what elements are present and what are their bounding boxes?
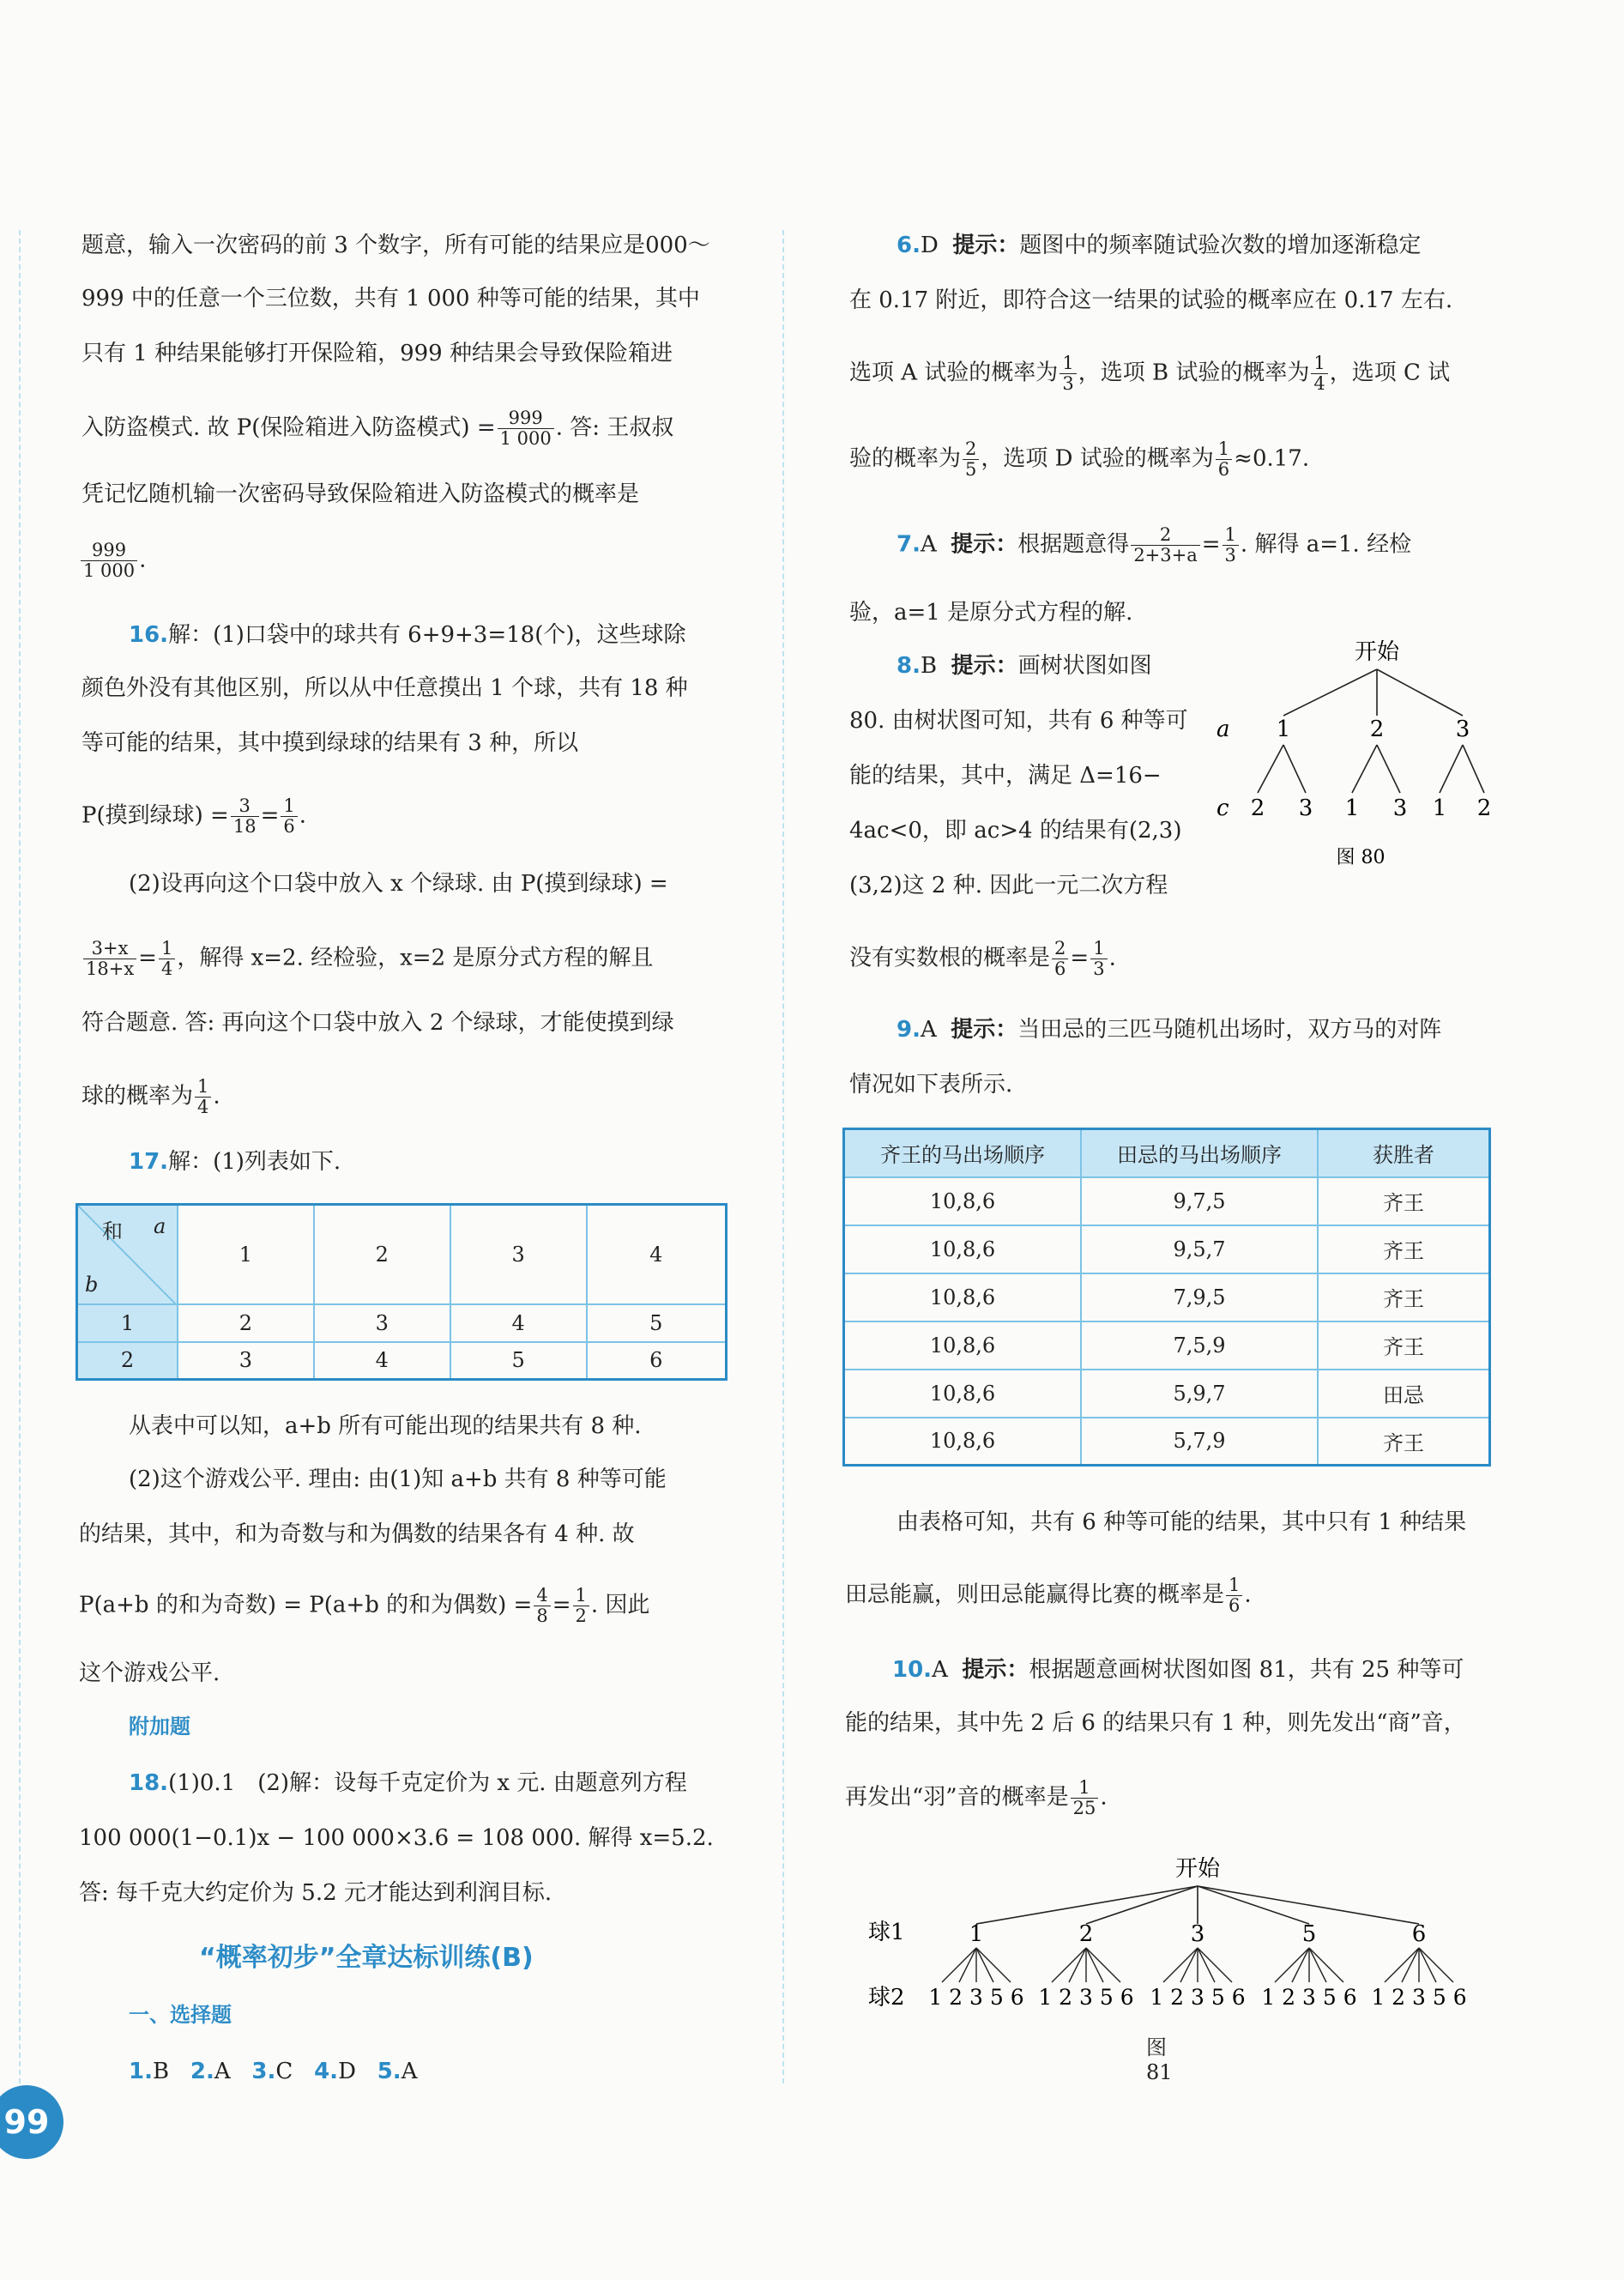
q8-number: 8. [897,653,921,679]
tree80-level2-label: c [1216,795,1229,821]
q18-line-2: 100 000(1−0.1)x − 100 000×3.6 = 108 000. 解得 x=5.2. [79,1825,714,1851]
q6-line-4-a: 验的概率为 [849,445,962,472]
tree80-edge [1377,745,1400,793]
q6-line-4-c: ≈0.17. [1234,445,1310,472]
q8-line-5: (3,2)这 2 种. 因此一元二次方程 [849,873,1168,898]
frac-den: 2+3+a [1133,545,1198,565]
q16-part2-line-2 [82,939,653,979]
answer-choice: D [338,2059,356,2084]
fraction-1-25 [1071,1778,1099,1818]
table-cell: 2 [178,1304,314,1342]
equals: = [138,945,157,971]
q8-line-1-text: 画树状图如图 [1017,653,1152,679]
left-margin-rule [19,230,21,2083]
period: . [1108,945,1116,971]
tree80-leaf: 1 [1432,795,1447,821]
table-cell: 4 [314,1342,450,1380]
answer-choice: A [401,2059,418,2084]
fraction-4-8 [534,1586,550,1626]
choice-answers [129,2056,417,2087]
q6-number: 6. [897,233,921,258]
tree81-edge [1385,1948,1419,1982]
corner-a: a [154,1214,166,1238]
q9-answer: A [920,1017,937,1043]
table-cell: 10,8,6 [844,1225,1082,1273]
tree80-edge [1283,745,1306,793]
tree81-edge [1198,1948,1215,1982]
period: . [299,802,307,829]
answer-choice: C [275,2059,293,2084]
tree81-node: 1 [969,1921,984,1947]
tree80-node: 3 [1455,717,1470,742]
frac-num: 1 [1216,439,1232,460]
q8-line-1 [897,650,1152,681]
frac-num: 1 [281,796,297,817]
frac-num: 999 [498,408,554,429]
sum-table [75,1203,727,1381]
fraction-1-3-b [1223,525,1239,565]
q17-after-4-post: . 因此 [590,1592,650,1618]
q7-line-2: 验，a=1 是原分式方程的解. [849,600,1133,626]
answer-number: 4. [314,2059,339,2084]
frac-num: 4 [534,1586,550,1606]
answer-number: 3. [251,2059,276,2084]
tree-diagram-80 [1201,632,1544,889]
corner-cell [77,1205,178,1304]
q17-after-5: 这个游戏公平. [79,1660,220,1686]
tree81-leaf-group: 1 2 3 5 6 [1371,1985,1467,2010]
fraction-1-3-c [1090,939,1107,979]
hint-label: 提示： [951,1017,1018,1043]
q16-part2-line-4-text: 球的概率为 [82,1083,194,1110]
q17-line-1-text: 解：(1)列表如下. [168,1149,341,1175]
tree-diagram-81 [858,1845,1510,2051]
tree80-node: 2 [1369,717,1385,742]
section-title: 一、选择题 [129,2003,232,2027]
fraction-1-4-b [195,1077,211,1117]
fraction-999-1000-b [81,541,137,581]
tree81-caption: 图 81 [1146,2035,1173,2084]
tree81-node: 6 [1411,1921,1427,1947]
q16-line-1-text: 解：(1)口袋中的球共有 6+9+3=18(个)，这些球除 [168,622,686,648]
answer-number: 2. [190,2059,214,2084]
frac-den: 3 [1093,959,1105,979]
answer-number: 1. [129,2059,153,2084]
q8-answer: B [920,653,938,679]
tree81-edge [1052,1948,1086,1982]
q17-number: 17. [129,1149,169,1175]
tree80-caption: 图 80 [1336,847,1386,868]
q9-line-2: 情况如下表所示. [849,1072,1013,1098]
tree80-edge [1377,669,1463,716]
tree81-edge [976,1948,993,1982]
tree81-edge [1198,1886,1309,1924]
q6-answer: D [920,233,939,258]
table-header-row [844,1129,1490,1177]
hint-label: 提示： [951,653,1018,679]
header-cell: 田忌的马出场顺序 [1081,1129,1318,1177]
fraction-2-5 [963,439,979,480]
header-cell: 2 [314,1205,450,1304]
frac-num: 2 [1131,525,1199,546]
q10-line-3-a: 再发出“羽”音的概率是 [845,1784,1069,1811]
q16-line-2: 颜色外没有其他区别，所以从中任意摸出 1 个球，共有 18 种 [82,675,688,701]
q8-last-a: 没有实数根的概率是 [849,945,1051,971]
hint-label: 提示： [951,531,1018,558]
tree81-leaf-group: 1 2 3 5 6 [1261,1985,1357,2010]
frac-num: 1 [1090,939,1107,959]
frac-num: 1 [573,1586,589,1606]
frac-num: 3+x [83,939,136,959]
frac-den: 18 [232,816,257,837]
fraction-1-6-c [1226,1575,1242,1616]
table-cell: 9,7,5 [1081,1177,1318,1225]
q18-line-1 [129,1768,687,1799]
header-cell: 4 [587,1205,727,1304]
tree81-edge [1086,1886,1198,1924]
q17-after-4-pre: P(a+b 的和为奇数) = P(a+b 的和为偶数) = [79,1592,533,1618]
q15-line-3: 只有 1 种结果能够打开保险箱，999 种结果会导致保险箱进 [82,341,673,366]
fraction-1-6-r [1216,439,1232,480]
q7-line-1-b: . 解得 a=1. 经检 [1240,531,1412,558]
table-cell: 5 [450,1342,587,1380]
frac-den: 6 [1054,959,1066,979]
frac-num: 3 [231,796,259,817]
tree80-level1-label: a [1216,717,1230,742]
table-row [844,1273,1490,1321]
table-row [77,1304,727,1342]
frac-num: 1 [159,939,175,959]
tree80-start: 开始 [1354,639,1400,665]
frac-den: 1 000 [83,560,136,581]
q10-answer: A [932,1657,948,1683]
table-cell: 齐王 [1318,1273,1490,1321]
q10-number: 10. [892,1657,933,1683]
frac-den: 3 [1062,373,1074,394]
tree80-edge [1352,745,1377,793]
row-header: 1 [77,1304,178,1342]
corner-sum: 和 [102,1219,123,1243]
table-row [844,1177,1490,1225]
q10-line-1-text: 根据题意画树状图如图 81，共有 25 种等可 [1029,1657,1464,1683]
tree80-node: 1 [1276,717,1291,742]
tree81-edge [1163,1948,1198,1982]
frac-num: 1 [195,1077,211,1098]
equals: = [552,1592,571,1618]
q16-part2-rest: ，解得 x=2. 经检验，x=2 是原分式方程的解且 [177,945,654,971]
tree81-edge [959,1948,976,1982]
tree81-edge [1086,1948,1120,1982]
equals: = [1201,531,1221,558]
tree80-leaf: 3 [1392,795,1408,821]
tree81-edge [1275,1948,1309,1982]
q16-line-4 [82,796,306,837]
q16-part2-line-3: 符合题意. 答: 再向这个口袋中放入 2 个绿球，才能使摸到绿 [82,1010,674,1036]
frac-num: 1 [1226,1575,1242,1596]
table-cell: 齐王 [1318,1321,1490,1370]
equals: = [1070,945,1090,971]
frac-num: 2 [1052,939,1068,959]
period: . [213,1083,220,1110]
q17-after-1: 从表中可以知，a+b 所有可能出现的结果共有 8 种. [129,1413,642,1439]
period: . [1100,1784,1108,1811]
frac-den: 6 [1229,1595,1241,1616]
frac-den: 8 [536,1606,548,1626]
tree81-node: 2 [1078,1921,1094,1947]
table-cell: 10,8,6 [844,1418,1082,1466]
tree81-fan [942,1948,1453,1982]
q17-after-4 [79,1586,649,1626]
q15-line-4 [82,408,673,449]
fraction-1-6 [281,796,297,837]
table-row [77,1342,727,1380]
table-cell: 7,9,5 [1081,1273,1318,1321]
tree81-edge [1292,1948,1309,1982]
hint-label: 提示： [952,233,1020,258]
tree81-edge [1086,1948,1103,1982]
q15-line-1: 题意，输入一次密码的前 3 个数字，所有可能的结果应是000～ [82,233,710,258]
q6-line-1 [897,230,1421,261]
table-cell: 5,9,7 [1081,1370,1318,1418]
frac-den: 2 [575,1606,587,1626]
q9-after-2 [845,1575,1252,1616]
q17-after-3: 的结果，其中，和为奇数与和为偶数的结果各有 4 种. 故 [79,1521,635,1547]
fraction-2-6 [1052,939,1068,979]
table-cell: 4 [450,1304,587,1342]
q8-line-2: 80. 由树状图可知，共有 6 种等可 [849,708,1188,734]
tree80-leaf: 1 [1344,795,1360,821]
table-cell: 10,8,6 [844,1177,1082,1225]
tree80-edge [1440,745,1463,793]
tree81-edge [1309,1948,1343,1982]
tree81-edge [1069,1948,1086,1982]
q16-number: 16. [129,622,169,648]
q8-line-4: 4ac<0，即 ac>4 的结果有(2,3) [849,818,1182,844]
answer-choice: A [214,2059,231,2084]
table-cell: 田忌 [1318,1370,1490,1418]
table-cell: 10,8,6 [844,1273,1082,1321]
tree80-edge [1258,745,1283,793]
table-cell: 10,8,6 [844,1370,1082,1418]
table-row [844,1370,1490,1418]
frac-num: 1 [1311,354,1327,374]
tree81-label1: 球1 [868,1920,905,1945]
q8-line-6 [849,939,1116,979]
frac-den: 25 [1072,1798,1096,1818]
q6-line-4-b: ，选项 D 试验的概率为 [981,445,1214,472]
q6-line-2: 在 0.17 附近，即符合这一结果的试验的概率应在 0.17 左右. [849,287,1453,313]
tree81-edge [942,1948,976,1982]
tree81-label2: 球2 [868,1985,905,2011]
q7-number: 7. [897,531,921,558]
table-cell: 5 [587,1304,727,1342]
frac-num: 1 [1060,354,1076,374]
q16-prob-pre: P(摸到绿球) = [82,802,229,829]
tree81-node: 3 [1190,1921,1205,1947]
horse-race-table [842,1128,1491,1467]
frac-den: 18+x [86,959,135,979]
q7-line-1 [897,525,1411,565]
fraction-1-2 [573,1586,589,1626]
q16-line-1 [129,620,686,650]
frac-den: 4 [197,1097,209,1117]
frac-den: 6 [283,816,295,837]
table-cell: 10,8,6 [844,1321,1082,1370]
tree81-edge [1198,1886,1419,1924]
q6-line-3 [849,354,1450,394]
header-cell: 1 [178,1205,314,1304]
page-number: 99 [3,2103,50,2141]
hint-label: 提示： [962,1657,1029,1683]
equals: = [260,802,280,829]
frac-num: 2 [963,439,979,460]
corner-b: b [85,1273,99,1297]
q15-line-6 [79,541,146,581]
table-cell: 齐王 [1318,1225,1490,1273]
header-cell: 获胜者 [1318,1129,1490,1177]
tree81-edge [976,1948,1011,1982]
q9-line-1-text: 当田忌的三匹马随机出场时，双方马的对阵 [1017,1017,1442,1043]
header-cell: 3 [450,1205,587,1304]
q6-line-3-b: ，选项 B 试验的概率为 [1078,360,1310,386]
frac-den: 5 [965,459,977,480]
table-cell: 9,5,7 [1081,1225,1318,1273]
q10-line-1 [892,1654,1464,1685]
tree81-edge [1402,1948,1419,1982]
frac-num: 1 [1223,525,1239,546]
q7-line-1-a: 根据题意得 [1017,531,1130,558]
fraction-1-4 [159,939,175,979]
q17-after-2: (2)这个游戏公平. 理由: 由(1)知 a+b 共有 8 种等可能 [129,1467,667,1492]
q15-line-5: 凭记忆随机输一次密码导致保险箱进入防盗模式的概率是 [82,481,640,507]
q17-line-1 [129,1146,341,1177]
tree81-node: 5 [1301,1921,1317,1947]
table-cell: 6 [587,1342,727,1380]
q7-answer: A [920,531,937,558]
q6-line-1-text: 题图中的频率随试验次数的增加逐渐稳定 [1019,233,1422,258]
tree81-edge [1309,1948,1326,1982]
q6-line-3-c: ，选项 C 试 [1329,360,1451,386]
frac-num: 1 [1071,1778,1099,1799]
q8-line-3: 能的结果，其中，满足 Δ=16− [849,763,1162,789]
tree81-edge [1419,1948,1453,1982]
q16-part2-line-1: (2)设再向这个口袋中放入 x 个绿球. 由 P(摸到绿球) = [129,871,668,897]
period: . [139,547,147,573]
tree81-edge [1180,1948,1198,1982]
tree81-edge [1419,1948,1436,1982]
fraction-1-4-r [1311,354,1327,394]
tree81-start: 开始 [1174,1856,1221,1882]
q15-line-2: 999 中的任意一个三位数，共有 1 000 种等可能的结果，其中 [82,286,700,311]
tree81-leaf-group: 1 2 3 5 6 [1150,1985,1246,2010]
table-cell: 齐王 [1318,1418,1490,1466]
tree81-edge [1198,1948,1232,1982]
q6-line-4 [849,439,1309,480]
tree80-edge [1283,669,1377,716]
q9-line-1 [897,1014,1441,1045]
q6-line-3-a: 选项 A 试验的概率为 [849,360,1059,386]
q10-line-2: 能的结果，其中先 2 后 6 的结果只有 1 种，则先发出“商”音， [845,1710,1466,1736]
frac-den: 6 [1217,459,1230,480]
header-cell: 齐王的马出场顺序 [844,1129,1082,1177]
q15-line-4-pre: 入防盗模式. 故 P(保险箱进入防盗模式) = [82,414,496,441]
table-cell: 7,5,9 [1081,1321,1318,1370]
tree80-leaf: 2 [1250,795,1265,821]
period: . [1244,1581,1252,1608]
bonus-heading: 附加题 [129,1715,190,1739]
q18-number: 18. [129,1770,169,1796]
page-number-badge [0,2085,63,2159]
row-header: 2 [77,1342,178,1380]
table-row [844,1321,1490,1370]
tree81-leaf-group: 1 2 3 5 6 [1038,1985,1134,2010]
table-row [844,1418,1490,1466]
fraction-1-3 [1060,354,1076,394]
tree80-leaf: 2 [1476,795,1492,821]
frac-num: 999 [81,541,137,561]
table-row [844,1225,1490,1273]
q18-line-3: 答: 每千克大约定价为 5.2 元才能达到利润目标. [79,1880,552,1906]
frac-den: 1 000 [499,428,552,449]
table-cell: 齐王 [1318,1177,1490,1225]
q10-line-3 [845,1778,1108,1818]
q9-after-1: 由表格可知，共有 6 种等可能的结果，其中只有 1 种结果 [897,1509,1467,1535]
column-divider [782,230,784,2083]
table-cell: 5,7,9 [1081,1418,1318,1466]
tree80-leaf: 3 [1298,795,1313,821]
chapter-title: “概率初步”全章达标训练(B) [199,1943,534,1973]
answer-choice: B [152,2059,170,2084]
q9-after-2-a: 田忌能赢，则田忌能赢得比赛的概率是 [845,1581,1225,1608]
frac-den: 4 [1313,373,1325,394]
q18-line-1-text: (1)0.1 (2)解：设每千克定价为 x 元. 由题意列方程 [168,1770,687,1796]
fraction-3x-18x [83,939,136,979]
answer-number: 5. [377,2059,401,2084]
tree81-edge [976,1886,1198,1924]
tree81-leaf-group: 1 2 3 5 6 [928,1985,1024,2010]
table-cell: 3 [314,1304,450,1342]
table-cell: 3 [178,1342,314,1380]
q16-part2-line-4 [82,1077,220,1117]
q9-number: 9. [897,1017,921,1043]
frac-den: 4 [160,959,173,979]
fraction-999-1000 [498,408,554,449]
tree80-edge [1463,745,1484,793]
fraction-3-18 [231,796,259,837]
q15-line-4-post: . 答: 王叔叔 [555,414,674,441]
q16-line-3: 等可能的结果，其中摸到绿球的结果有 3 种，所以 [82,730,579,756]
frac-den: 3 [1224,545,1236,565]
fraction-q7 [1131,525,1199,565]
